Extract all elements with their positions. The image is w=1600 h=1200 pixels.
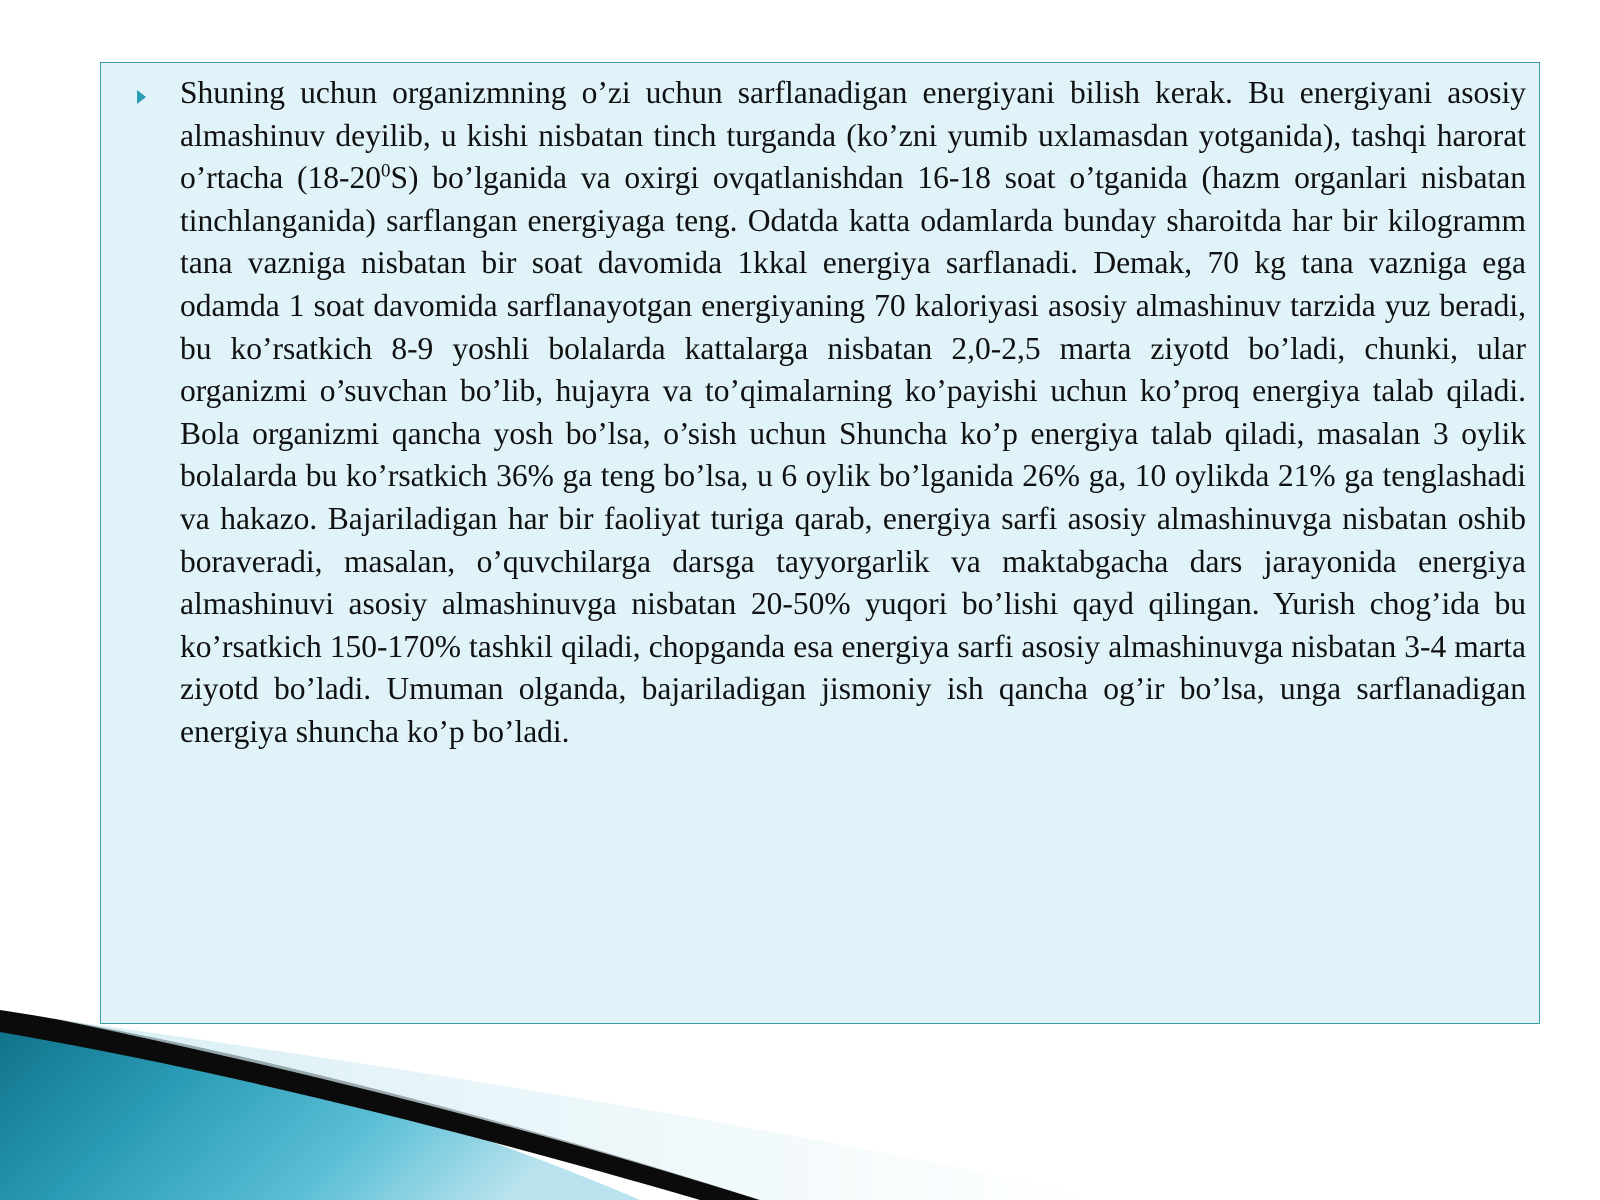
body-paragraph <box>180 72 1526 754</box>
paragraph-text-end: S) bo’lganida va oxirgi ovqatlanishdan 16-18 soat o’tganida (hazm organlari nisbatan tinchlanganida) sarflangan energiyaga teng. Odatda katta odamlarda bunday sharoitda har bir kilogramm tana vazniga nisbatan bir soat davomida 1kkal energiya sarflanadi. Demak, 70 kg tana vazniga ega odamda 1 soat davomida sarflanayotgan energiyaning 70 kaloriyasi asosiy almashinuv tarzida yuz beradi, bu ko’rsatkich 8-9 yoshli bolalarda kattalarga nisbatan 2,0-2,5 marta ziyotd bo’ladi, chunki, ular organizmi o’suvchan bo’lib, hujayra va to’qimalarning ko’payishi uchun ko’proq energiya talab qiladi. Bola organizmi qancha yosh bo’lsa, o’sish uchun Shuncha ko’p energiya talab qiladi, masalan 3 oylik bolalarda bu ko’rsatkich 36% ga teng bo’lsa, u 6 oylik bo’lganida 26% ga, 10 oylikda 21% ga tenglashadi va hakazo. Bajariladigan har bir faoliyat turiga qarab, energiya sarfi asosiy almashinuvga nisbatan oshib boraveradi, masalan, o’quvchilarga darsga tayyorgarlik va maktabgacha dars jarayonida energiya almashinuvi asosiy almashinuvga nisbatan 20-50% yuqori bo’lishi qayd qilingan. Yurish chog’ida bu ko’rsatkich 150-170% tashkil qiladi, chopganda esa energiya sarfi asosiy almashinuvga nisbatan 3-4 marta ziyotd bo’ladi. Umuman olganda, bajariladigan jismoniy ish qancha og’ir bo’lsa, unga sarflanadigan energiya shuncha ko’p bo’ladi. <box>180 160 1527 749</box>
triangle-right-icon <box>133 88 149 106</box>
degree-superscript: 0 <box>381 160 391 182</box>
paragraph-text-start: Shuning uchun organizmning o’zi uchun sarflanadigan energiyani bilish kerak. Bu energiyani asosiy almashinuv deyilib, u kishi nisbatan tinch turganda (ko’zni yumib uxlamasdan yotganida), tashqi harorat o’rtacha (18-20 <box>180 75 1526 196</box>
